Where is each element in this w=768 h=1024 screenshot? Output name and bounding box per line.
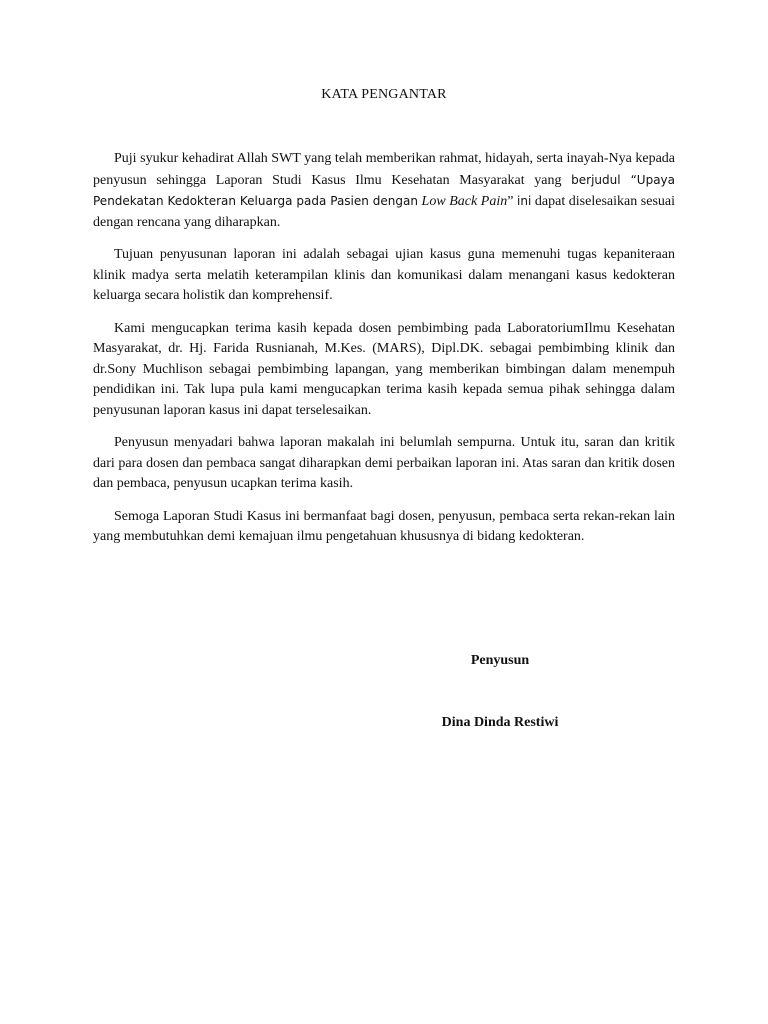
italic-term: Low Back Pain <box>421 194 508 209</box>
document-body <box>93 149 675 560</box>
signature-name: Dina Dinda Restiwi <box>441 715 559 730</box>
page-title: KATA PENGANTAR <box>321 87 447 102</box>
paragraph-4: Penyusun menyadari bahwa laporan makalah ini belumlah sempurna. Untuk itu, saran dan kritik dari para dosen dan pembaca sangat diharapkan demi perbaikan laporan ini. Atas saran dan kritik dosen dan pembaca, penyusun ucapkan terima kasih. <box>93 435 675 491</box>
closing-quote: ” <box>507 194 514 209</box>
paragraph-1-text: Puji syukur kehadirat Allah SWT yang telah memberikan rahmat, hidayah, serta inayah-Nya kepada penyusun sehingga Laporan Studi Kasus Ilmu Kesehatan Masyarakat yang <box>93 151 675 188</box>
sans-word: ini <box>517 194 532 208</box>
paragraph-5: Semoga Laporan Studi Kasus ini bermanfaat bagi dosen, penyusun, pembaca serta rekan-rekan lain yang membutuhkan demi kemajuan ilmu pengetahuan khususnya di bidang kedokteran. <box>93 508 675 544</box>
paragraph-3: Kami mengucapkan terima kasih kepada dosen pembimbing pada LaboratoriumIlmu Kesehatan Masyarakat, dr. Hj. Farida Rusnianah, M.Kes. (MARS), Dipl.DK. sebagai pembimbing klinik dan dr.Sony Muchlison sebagai pembimbing lapangan, yang memberikan bimbingan dalam menempuh pendidikan ini. Tak lupa pula kami mengucapkan terima kasih kepada semua pihak sehingga dalam penyusunan laporan kasus ini dapat terselesaikan. <box>93 320 675 418</box>
paragraph-2: Tujuan penyusunan laporan ini adalah sebagai ujian kasus guna memenuhi tugas kepaniteraan klinik madya serta melatih keterampilan klinis dan komunikasi dalam menangani kasus kedokteran keluarga secara holistik dan komprehensif. <box>93 247 675 303</box>
paragraph-1-end: dapat diselesaikan sesuai dengan rencana yang diharapkan. <box>93 194 675 230</box>
signature-role: Penyusun <box>470 653 530 668</box>
paragraph-1 <box>93 149 675 233</box>
report-title-text: berjudul “Upaya Pendekatan Kedokteran Keluarga pada Pasien dengan <box>93 172 675 208</box>
